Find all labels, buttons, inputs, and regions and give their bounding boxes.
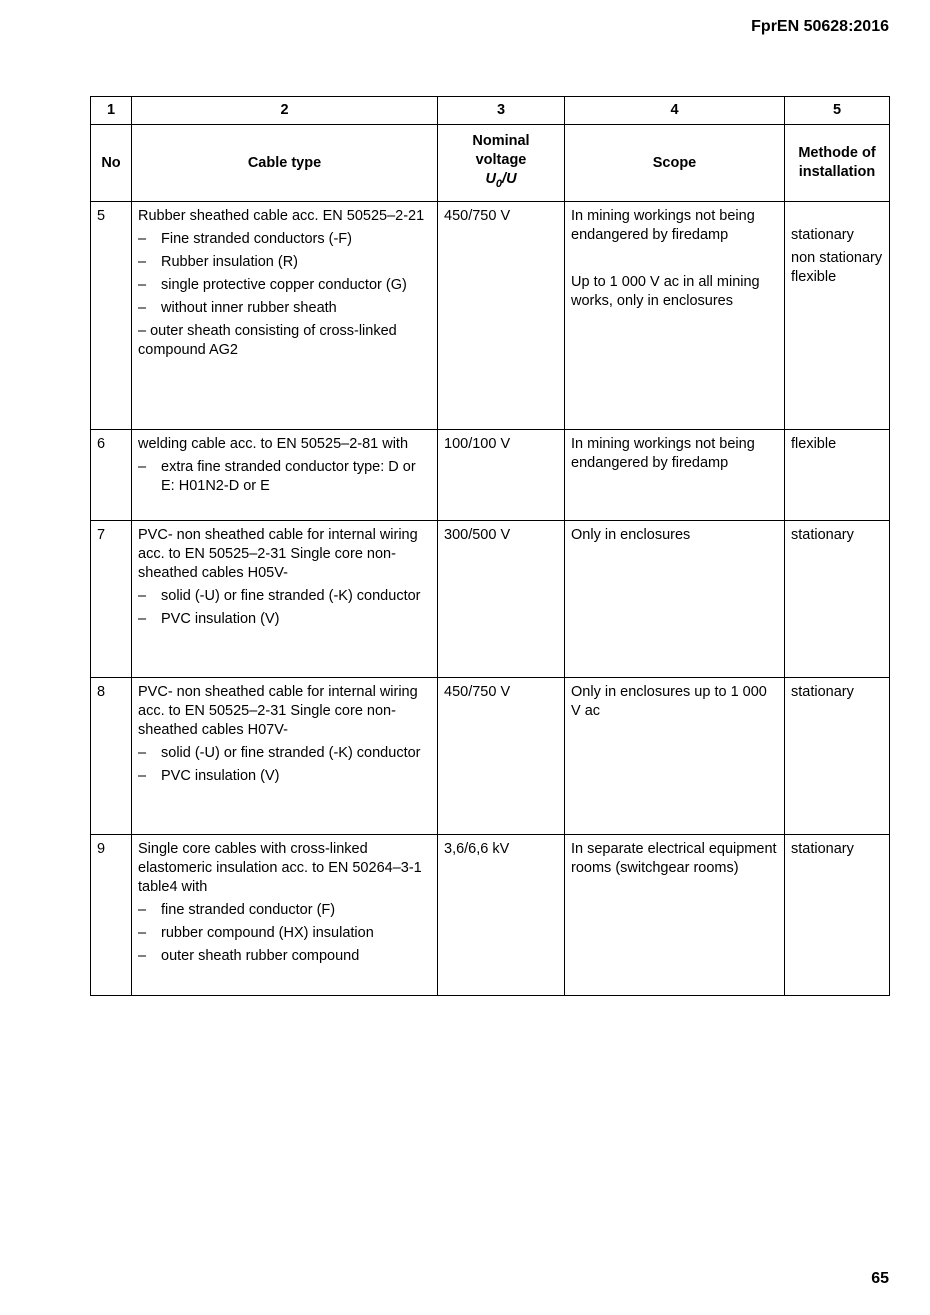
feature-item: – without inner rubber sheath bbox=[138, 299, 431, 318]
feature-item: – fine stranded conductor (F) bbox=[138, 901, 431, 920]
feature-item: – PVC insulation (V) bbox=[138, 610, 431, 629]
table-row bbox=[91, 202, 890, 430]
cable-title: Single core cables with cross-linked elastomeric insulation acc. to EN 50264–3-1 table4 with bbox=[138, 841, 422, 895]
cable-title: PVC- non sheathed cable for internal wiring acc. to EN 50525–2-31 Single core non-sheathed cables H05V- bbox=[138, 527, 418, 581]
feature-item: – rubber compound (HX) insulation bbox=[138, 924, 431, 943]
column-number: 5 bbox=[785, 97, 890, 125]
cell-no: 7 bbox=[91, 521, 132, 678]
cell-scope: In separate electrical equipment rooms (switchgear rooms) bbox=[565, 835, 785, 996]
cell-installation: stationary bbox=[785, 678, 890, 835]
column-header-row bbox=[91, 125, 890, 202]
cell-cable-type bbox=[132, 678, 438, 835]
column-number: 4 bbox=[565, 97, 785, 125]
cell-voltage: 300/500 V bbox=[438, 521, 565, 678]
column-number: 2 bbox=[132, 97, 438, 125]
scope-text: In mining workings not being endangered by firedamp bbox=[571, 208, 755, 243]
cell-cable-type bbox=[132, 835, 438, 996]
feature-item: – PVC insulation (V) bbox=[138, 767, 431, 786]
page-number: 65 bbox=[871, 1270, 889, 1287]
cell-voltage: 100/100 V bbox=[438, 430, 565, 521]
cell-scope bbox=[565, 202, 785, 430]
installation-text: stationary bbox=[791, 227, 854, 243]
feature-list bbox=[138, 901, 431, 966]
voltage-u: /U bbox=[502, 171, 517, 188]
table-row bbox=[91, 835, 890, 996]
feature-list bbox=[138, 230, 431, 318]
installation-text: non stationary flexible bbox=[791, 250, 883, 285]
header-no: No bbox=[91, 125, 132, 202]
cell-voltage: 3,6/6,6 kV bbox=[438, 835, 565, 996]
document-id: FprEN 50628:2016 bbox=[751, 18, 889, 35]
cell-voltage: 450/750 V bbox=[438, 678, 565, 835]
cell-scope: Only in enclosures bbox=[565, 521, 785, 678]
header-cable-type: Cable type bbox=[132, 125, 438, 202]
feature-item: – solid (-U) or fine stranded (-K) conductor bbox=[138, 587, 431, 606]
feature-item: – extra fine stranded conductor type: D or E: H01N2-D or E bbox=[138, 458, 431, 496]
column-number-row bbox=[91, 97, 890, 125]
cell-cable-type bbox=[132, 430, 438, 521]
scope-text: Up to 1 000 V ac in all mining works, only in enclosures bbox=[571, 274, 760, 309]
table-row bbox=[91, 521, 890, 678]
cell-voltage: 450/750 V bbox=[438, 202, 565, 430]
column-number: 1 bbox=[91, 97, 132, 125]
header-voltage bbox=[438, 125, 565, 202]
header-voltage-line1: Nominal bbox=[472, 133, 530, 150]
table-row bbox=[91, 678, 890, 835]
header-voltage-line2: voltage bbox=[475, 152, 527, 169]
cable-title: PVC- non sheathed cable for internal wiring acc. to EN 50525–2-31 Single core non-sheathed cables H07V- bbox=[138, 684, 418, 738]
cell-installation: stationary bbox=[785, 521, 890, 678]
cable-title: welding cable acc. to EN 50525–2-81 with bbox=[138, 436, 409, 452]
cable-title: Rubber sheathed cable acc. EN 50525–2-21 bbox=[138, 208, 425, 224]
cell-scope: Only in enclosures up to 1 000 V ac bbox=[565, 678, 785, 835]
cell-installation bbox=[785, 202, 890, 430]
feature-extra: – outer sheath consisting of cross-linked compound AG2 bbox=[138, 323, 397, 358]
voltage-u0: U bbox=[485, 171, 496, 188]
cell-cable-type bbox=[132, 202, 438, 430]
cell-cable-type bbox=[132, 521, 438, 678]
feature-item: – outer sheath rubber compound bbox=[138, 947, 431, 966]
cell-no: 8 bbox=[91, 678, 132, 835]
cell-installation: stationary bbox=[785, 835, 890, 996]
cell-no: 9 bbox=[91, 835, 132, 996]
cell-no: 5 bbox=[91, 202, 132, 430]
table-row bbox=[91, 430, 890, 521]
cell-no: 6 bbox=[91, 430, 132, 521]
feature-list bbox=[138, 458, 431, 496]
feature-item: – solid (-U) or fine stranded (-K) conductor bbox=[138, 744, 431, 763]
feature-item: – Fine stranded conductors (-F) bbox=[138, 230, 431, 249]
feature-list bbox=[138, 587, 431, 629]
column-number: 3 bbox=[438, 97, 565, 125]
voltage-u0-subscript: 0 bbox=[495, 177, 503, 190]
cable-table bbox=[90, 96, 890, 996]
cell-installation: flexible bbox=[785, 430, 890, 521]
header-voltage-symbol bbox=[444, 170, 558, 194]
feature-list bbox=[138, 744, 431, 786]
header-scope: Scope bbox=[565, 125, 785, 202]
cell-scope: In mining workings not being endangered by firedamp bbox=[565, 430, 785, 521]
header-installation: Methode of installation bbox=[785, 125, 890, 202]
feature-item: – single protective copper conductor (G) bbox=[138, 276, 431, 295]
feature-item: – Rubber insulation (R) bbox=[138, 253, 431, 272]
